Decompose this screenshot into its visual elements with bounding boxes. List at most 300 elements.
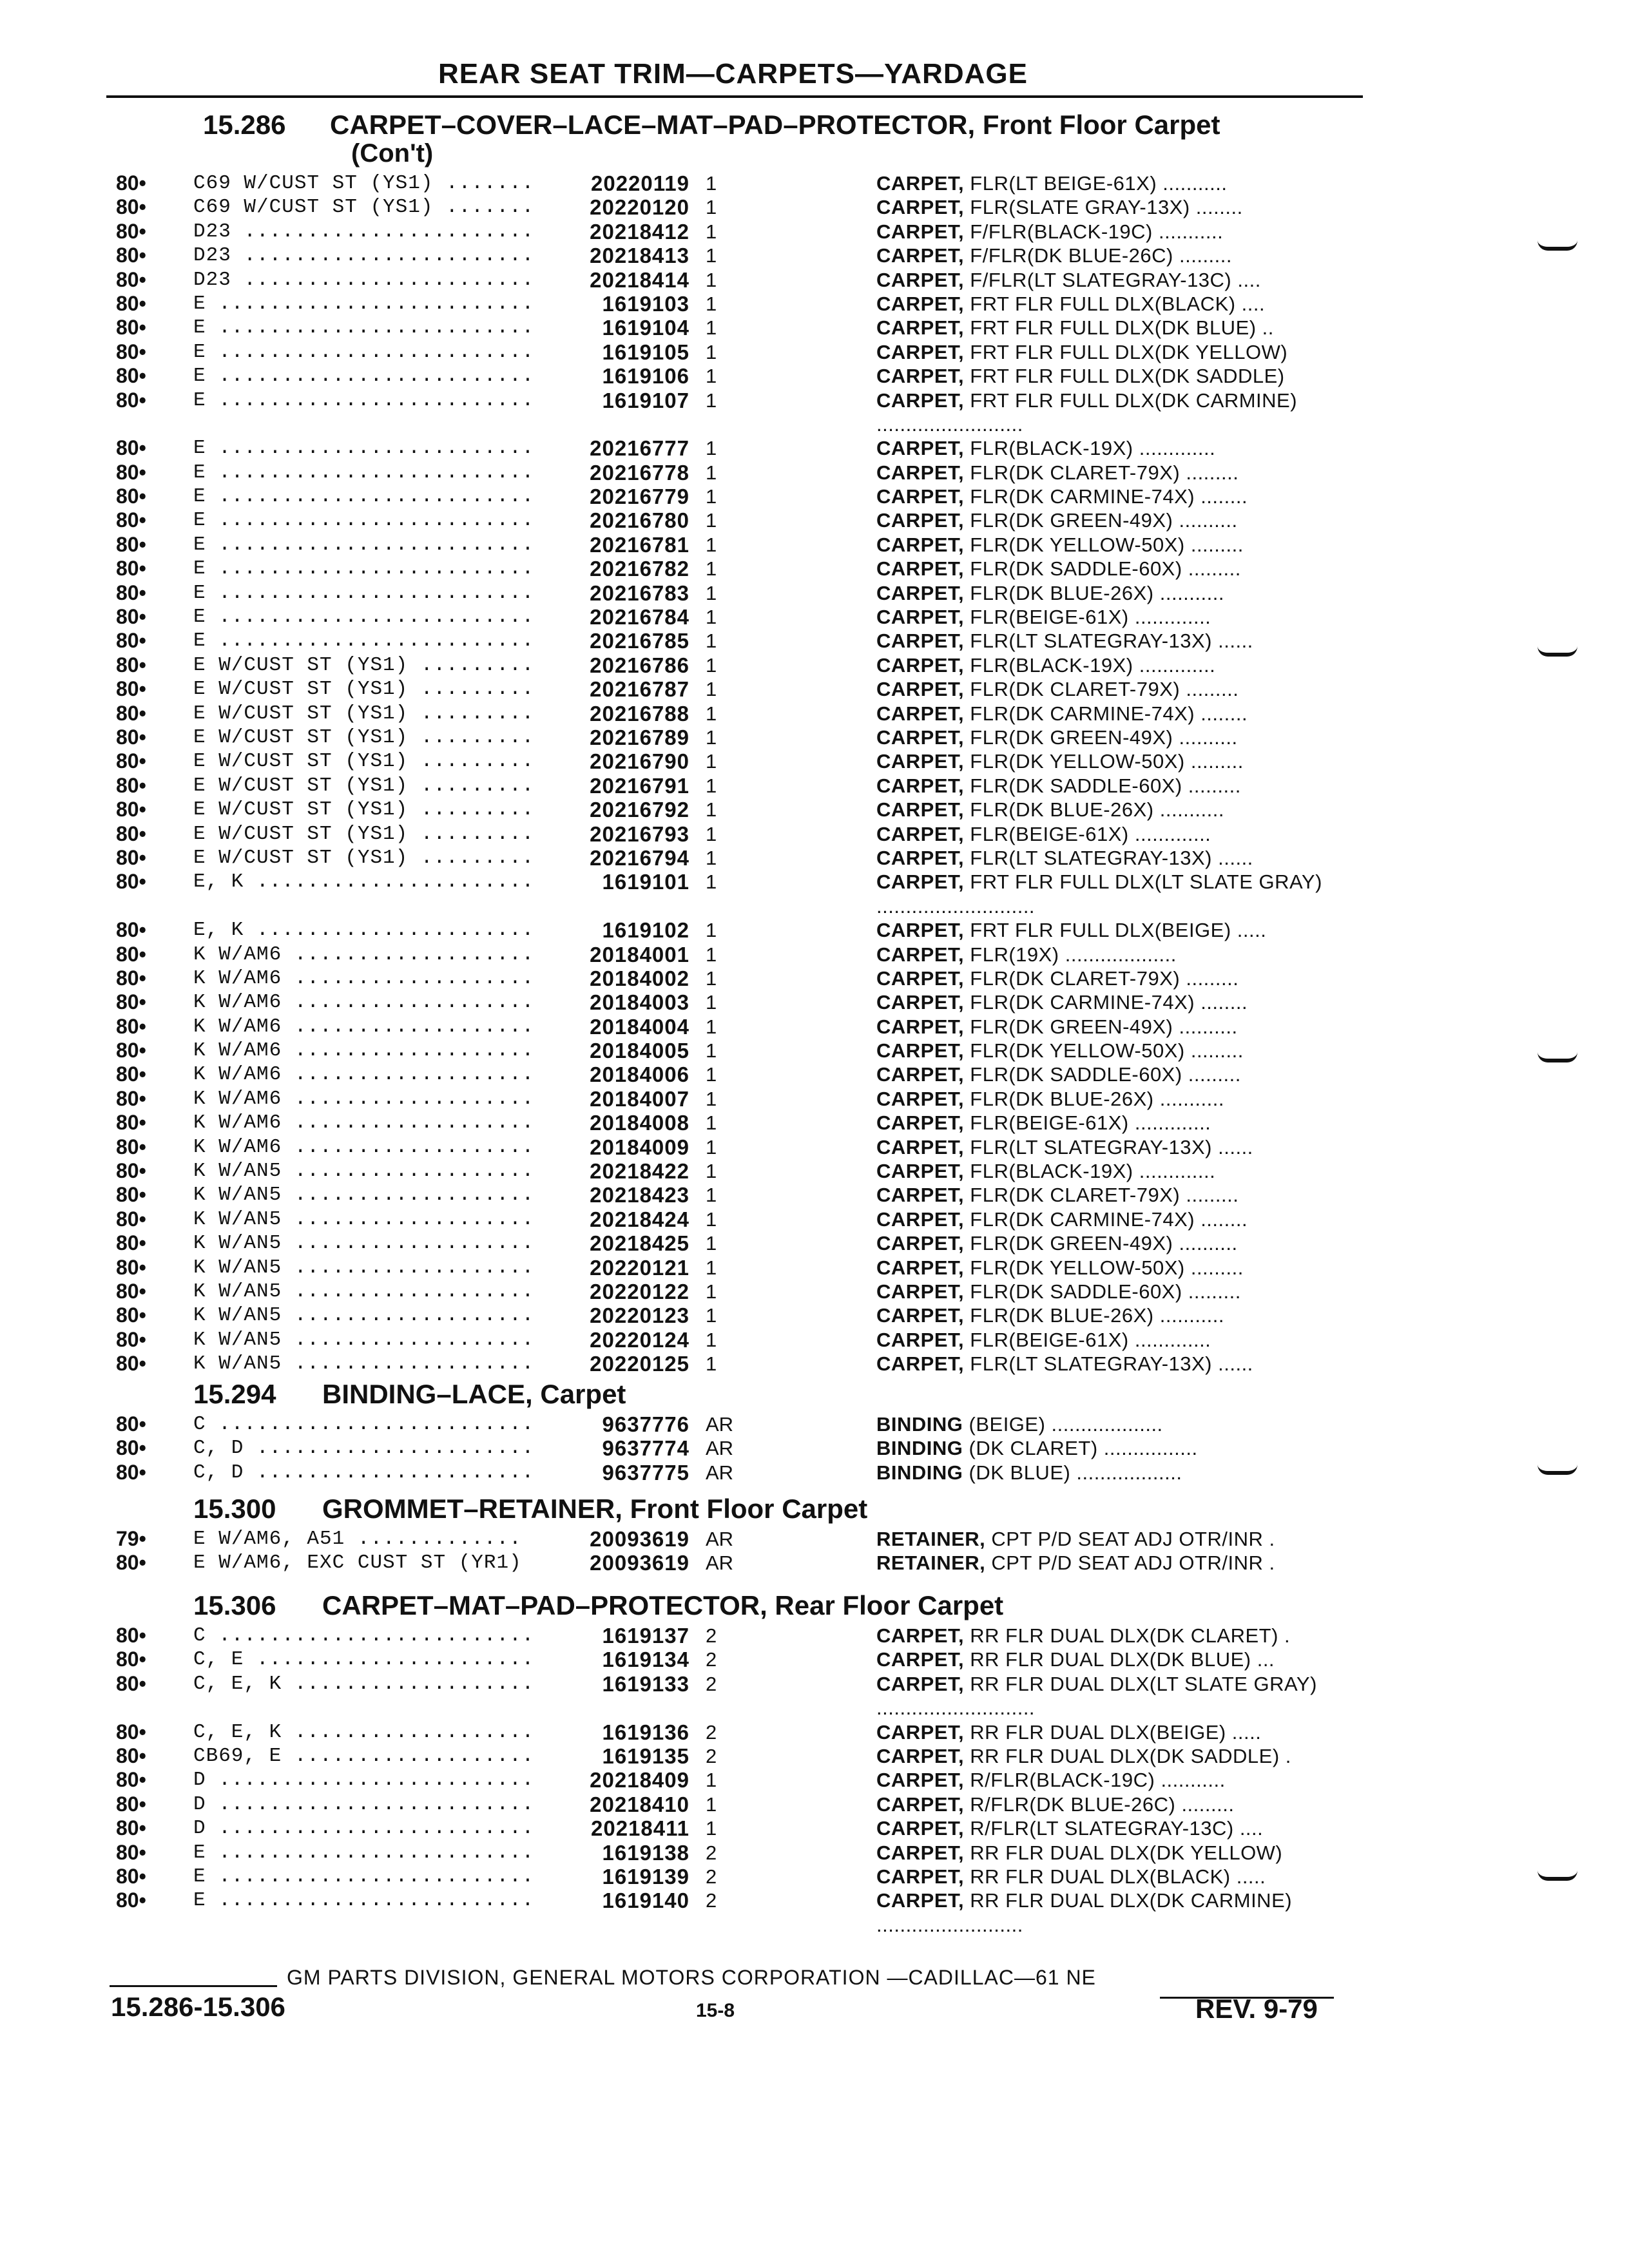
application-code: E, K ...................... — [193, 870, 535, 894]
description-noun: CARPET, — [876, 1304, 965, 1327]
part-number: 20216785 — [590, 629, 689, 653]
description-detail: FLR(DK CLARET-79X) ......... — [970, 1184, 1239, 1207]
part-row — [0, 557, 1629, 581]
part-number: 20220124 — [590, 1327, 689, 1352]
model-year: 80• — [116, 485, 146, 508]
description-detail: FLR(LT SLATEGRAY-13X) ...... — [970, 1352, 1253, 1376]
application-code: E W/AM6, A51 ............. — [193, 1528, 522, 1550]
part-description — [876, 1744, 1353, 1768]
part-number: 20216788 — [590, 701, 689, 726]
part-number: 20093619 — [590, 1527, 689, 1551]
quantity: 1 — [706, 485, 717, 508]
part-description — [876, 846, 1353, 870]
application-code: E W/CUST ST (YS1) ......... — [193, 678, 535, 701]
model-year: 80• — [116, 1014, 146, 1038]
description-noun: RETAINER, — [876, 1552, 986, 1575]
application-code: K W/AM6 ................... — [193, 1135, 535, 1158]
section-number: 15.306 — [193, 1590, 276, 1620]
quantity: 1 — [706, 220, 717, 243]
quantity: 2 — [706, 1865, 717, 1888]
quantity: 1 — [706, 340, 717, 363]
description-detail: RR FLR DUAL DLX(BEIGE) ..... — [970, 1720, 1262, 1744]
part-row — [0, 1744, 1629, 1768]
description-detail: FLR(DK GREEN-49X) .......... — [970, 726, 1238, 749]
model-year: 80• — [116, 1744, 146, 1767]
model-year: 80• — [116, 726, 146, 749]
description-noun: CARPET, — [876, 1087, 965, 1110]
part-description — [876, 1865, 1353, 1888]
description-noun: CARPET, — [876, 220, 965, 243]
part-description — [876, 1280, 1353, 1303]
description-detail: FLR(LT SLATEGRAY-13X) ...... — [970, 629, 1253, 653]
part-row — [0, 508, 1629, 532]
application-code: D23 ....................... — [193, 268, 535, 291]
part-number: 20184005 — [590, 1039, 689, 1063]
part-row — [0, 1328, 1629, 1352]
part-description — [876, 726, 1353, 749]
description-detail: FLR(DK CLARET-79X) ......... — [970, 678, 1239, 701]
part-row — [0, 943, 1629, 966]
application-code: C, D ...................... — [193, 1437, 535, 1460]
footer-group-range: 15.286-15.306 — [111, 1992, 285, 2022]
part-description — [876, 1352, 1353, 1376]
part-number: 9637774 — [602, 1436, 689, 1461]
model-year: 79• — [116, 1527, 146, 1550]
part-number: 20218422 — [590, 1159, 689, 1184]
application-code: E ......................... — [193, 365, 535, 388]
quantity: 2 — [706, 1744, 717, 1767]
application-code: K W/AN5 ................... — [193, 1304, 535, 1327]
description-noun: CARPET, — [876, 870, 965, 894]
quantity: 1 — [706, 774, 717, 797]
description-noun: CARPET, — [876, 702, 965, 725]
quantity: 2 — [706, 1672, 717, 1695]
part-number: 9637776 — [602, 1412, 689, 1436]
model-year: 80• — [116, 1062, 146, 1086]
description-noun: CARPET, — [876, 1672, 965, 1695]
description-noun: CARPET, — [876, 196, 965, 219]
part-number: 20220123 — [590, 1303, 689, 1328]
description-noun: CARPET, — [876, 365, 965, 388]
part-description — [876, 1256, 1353, 1280]
description-noun: CARPET, — [876, 1889, 965, 1912]
description-detail: F/FLR(DK BLUE-26C) ......... — [970, 244, 1233, 267]
part-row — [0, 918, 1629, 942]
quantity: 1 — [706, 1280, 717, 1303]
part-row — [0, 316, 1629, 340]
application-code: D ......................... — [193, 1792, 535, 1816]
quantity: 1 — [706, 1352, 717, 1376]
application-code: E ......................... — [193, 437, 535, 460]
description-detail: FLR(19X) ................... — [970, 943, 1177, 966]
quantity: 1 — [706, 316, 717, 340]
section-name — [322, 1590, 1003, 1621]
model-year: 80• — [116, 1816, 146, 1840]
model-year: 80• — [116, 966, 146, 990]
description-noun: CARPET, — [876, 1769, 965, 1792]
quantity: 1 — [706, 509, 717, 532]
part-row — [0, 846, 1629, 870]
part-description — [876, 1672, 1353, 1720]
section-continued-label: (Con't) — [351, 139, 434, 168]
description-noun: CARPET, — [876, 1841, 965, 1864]
description-noun: CARPET, — [876, 557, 965, 581]
description-detail: F/FLR(BLACK-19C) ........... — [970, 220, 1224, 243]
description-noun: CARPET, — [876, 1232, 965, 1255]
application-code: E W/CUST ST (YS1) ......... — [193, 846, 535, 869]
part-row — [0, 1816, 1629, 1840]
application-code: D23 ....................... — [193, 244, 535, 267]
part-description — [876, 533, 1353, 557]
application-code: D ......................... — [193, 1769, 535, 1792]
part-row — [0, 244, 1629, 267]
part-description — [876, 1720, 1353, 1744]
binder-tick-mark — [1537, 1052, 1577, 1062]
description-detail: FLR(DK CLARET-79X) ......... — [970, 966, 1239, 990]
part-description — [876, 990, 1353, 1014]
part-row — [0, 1720, 1629, 1744]
part-row — [0, 1159, 1629, 1183]
model-year: 80• — [116, 1624, 146, 1647]
description-detail: FLR(DK CARMINE-74X) ........ — [970, 991, 1248, 1014]
description-detail: FRT FLR FULL DLX(DK SADDLE) — [970, 365, 1285, 388]
part-description — [876, 1461, 1353, 1485]
model-year: 80• — [116, 460, 146, 484]
application-code: E W/AM6, EXC CUST ST (YR1) — [193, 1552, 522, 1575]
description-detail: FLR(DK SADDLE-60X) ......... — [970, 557, 1241, 581]
model-year: 80• — [116, 942, 146, 966]
part-description — [876, 1648, 1353, 1671]
quantity: 1 — [706, 1256, 717, 1279]
part-number: 1619106 — [602, 364, 689, 389]
part-description — [876, 1015, 1353, 1039]
part-row — [0, 1015, 1629, 1039]
part-description — [876, 364, 1353, 388]
part-description — [876, 292, 1353, 316]
description-noun: CARPET, — [876, 1207, 965, 1231]
model-year: 80• — [116, 1039, 146, 1062]
section-number: 15.286 — [203, 110, 286, 140]
part-number: 20093619 — [590, 1551, 689, 1575]
part-description — [876, 702, 1353, 726]
application-code: E ......................... — [193, 557, 535, 581]
part-number: 20218410 — [590, 1792, 689, 1816]
model-year: 80• — [116, 845, 146, 869]
quantity: 1 — [706, 389, 717, 412]
application-code: E ......................... — [193, 581, 535, 604]
description-detail: R/FLR(BLACK-19C) ........... — [970, 1769, 1226, 1792]
application-code: K W/AM6 ................... — [193, 943, 535, 966]
part-row — [0, 798, 1629, 822]
description-detail: (DK CLARET) ................ — [969, 1437, 1198, 1460]
part-row — [0, 461, 1629, 485]
part-row — [0, 1461, 1629, 1485]
part-row — [0, 1841, 1629, 1865]
part-description — [876, 605, 1353, 629]
model-year: 80• — [116, 195, 146, 219]
application-code: K W/AM6 ................... — [193, 1039, 535, 1062]
description-noun: CARPET, — [876, 1865, 965, 1888]
part-row — [0, 677, 1629, 701]
application-code: C, D ...................... — [193, 1461, 535, 1484]
description-detail: FLR(DK BLUE-26X) ........... — [970, 798, 1224, 822]
application-code: E ......................... — [193, 316, 535, 340]
part-description — [876, 1039, 1353, 1062]
application-code: E ......................... — [193, 629, 535, 653]
model-year: 80• — [116, 1792, 146, 1816]
part-number: 20218424 — [590, 1207, 689, 1231]
part-number: 20216786 — [590, 653, 689, 677]
model-year: 80• — [116, 219, 146, 243]
description-noun: CARPET, — [876, 268, 965, 291]
part-description — [876, 1087, 1353, 1111]
part-row — [0, 436, 1629, 460]
application-code: K W/AN5 ................... — [193, 1328, 535, 1351]
section-header — [0, 110, 1629, 143]
quantity: AR — [706, 1461, 734, 1484]
part-number: 1619105 — [602, 340, 689, 364]
section-name — [330, 110, 1220, 140]
part-row — [0, 220, 1629, 244]
application-code: C69 W/CUST ST (YS1) ....... — [193, 196, 535, 219]
application-code: E W/CUST ST (YS1) ......... — [193, 702, 535, 725]
description-noun: CARPET, — [876, 1744, 965, 1767]
description-noun: BINDING — [876, 1413, 963, 1436]
part-description — [876, 798, 1353, 822]
quantity: 1 — [706, 629, 717, 653]
model-year: 80• — [116, 1159, 146, 1183]
application-code: E ......................... — [193, 485, 535, 508]
model-year: 80• — [116, 581, 146, 604]
section-1 — [0, 110, 1629, 1376]
description-detail: FLR(BLACK-19X) ............. — [970, 1160, 1216, 1183]
part-row — [0, 340, 1629, 364]
description-noun: CARPET, — [876, 822, 965, 845]
footer-revision: REV. 9-79 — [1195, 1994, 1318, 2024]
part-description — [876, 1888, 1353, 1937]
model-year: 80• — [116, 1207, 146, 1231]
model-year: 80• — [116, 677, 146, 701]
model-year: 80• — [116, 316, 146, 340]
application-code: E ......................... — [193, 292, 535, 315]
model-year: 80• — [116, 822, 146, 845]
description-noun: CARPET, — [876, 678, 965, 701]
description-detail: FLR(LT SLATEGRAY-13X) ...... — [970, 1135, 1253, 1158]
part-description — [876, 1231, 1353, 1255]
application-code: E ......................... — [193, 389, 535, 412]
description-noun: CARPET, — [876, 1015, 965, 1038]
model-year: 80• — [116, 388, 146, 412]
binder-tick-mark — [1537, 1870, 1577, 1881]
description-noun: CARPET, — [876, 1648, 965, 1671]
application-code: K W/AN5 ................... — [193, 1232, 535, 1255]
part-description — [876, 1111, 1353, 1135]
part-row — [0, 1624, 1629, 1648]
description-detail: FLR(DK SADDLE-60X) ......... — [970, 1063, 1241, 1086]
part-description — [876, 870, 1353, 918]
quantity: 1 — [706, 244, 717, 267]
description-detail: CPT P/D SEAT ADJ OTR/INR . — [991, 1552, 1275, 1575]
part-number: 20216778 — [590, 460, 689, 485]
description-detail: FLR(BEIGE-61X) ............. — [970, 1111, 1211, 1135]
quantity: 1 — [706, 172, 717, 195]
part-number: 20218411 — [590, 1816, 689, 1841]
part-number: 20216789 — [590, 726, 689, 749]
description-detail: FLR(DK YELLOW-50X) ......... — [970, 1256, 1244, 1279]
description-noun: CARPET, — [876, 172, 965, 195]
quantity: 1 — [706, 966, 717, 990]
description-noun: CARPET, — [876, 316, 965, 340]
application-code: E ......................... — [193, 1841, 535, 1864]
description-detail: FLR(DK GREEN-49X) .......... — [970, 1015, 1238, 1038]
application-code: C, E, K ................... — [193, 1672, 535, 1695]
part-number: 20216792 — [590, 798, 689, 822]
description-detail: FLR(DK GREEN-49X) .......... — [970, 1232, 1238, 1255]
description-detail: FRT FLR FULL DLX(DK BLUE) .. — [970, 316, 1274, 340]
part-description — [876, 629, 1353, 653]
description-detail: RR FLR DUAL DLX(DK CARMINE) ......................... — [876, 1889, 1293, 1936]
model-year: 80• — [116, 557, 146, 581]
part-description — [876, 1624, 1353, 1648]
model-year: 80• — [116, 291, 146, 315]
section-2 — [0, 1379, 1629, 1485]
part-description — [876, 774, 1353, 798]
application-code: E ......................... — [193, 461, 535, 484]
description-noun: CARPET, — [876, 437, 965, 460]
application-code: K W/AM6 ................... — [193, 991, 535, 1014]
description-detail: FLR(DK YELLOW-50X) ......... — [970, 750, 1244, 773]
section-name-main: CARPET–COVER–LACE–MAT–PAD–PROTECTOR, — [330, 110, 976, 140]
quantity: 1 — [706, 1304, 717, 1327]
part-description — [876, 1303, 1353, 1327]
description-detail: FLR(LT SLATEGRAY-13X) ...... — [970, 846, 1253, 869]
model-year: 80• — [116, 1303, 146, 1327]
section-name — [322, 1379, 626, 1410]
application-code: E W/CUST ST (YS1) ......... — [193, 822, 535, 845]
part-row — [0, 1256, 1629, 1280]
model-year: 80• — [116, 244, 146, 267]
part-row — [0, 171, 1629, 195]
application-code: E, K ...................... — [193, 919, 535, 942]
part-number: 20216787 — [590, 677, 689, 702]
part-description — [876, 316, 1353, 340]
description-noun: CARPET, — [876, 1720, 965, 1744]
model-year: 80• — [116, 749, 146, 773]
part-description — [876, 1768, 1353, 1792]
description-noun: CARPET, — [876, 461, 965, 484]
part-row — [0, 605, 1629, 629]
description-noun: CARPET, — [876, 1160, 965, 1183]
description-noun: CARPET, — [876, 1817, 965, 1840]
application-code: K W/AM6 ................... — [193, 1111, 535, 1135]
quantity: 1 — [706, 1792, 717, 1816]
quantity: 1 — [706, 822, 717, 845]
section-header — [0, 1494, 1629, 1527]
application-code: K W/AM6 ................... — [193, 1087, 535, 1110]
part-row — [0, 990, 1629, 1014]
part-description — [876, 1551, 1353, 1575]
quantity: 1 — [706, 1817, 717, 1840]
part-row — [0, 1412, 1629, 1436]
quantity: 1 — [706, 943, 717, 966]
description-noun: CARPET, — [876, 1792, 965, 1816]
description-noun: CARPET, — [876, 629, 965, 653]
section-name — [322, 1494, 867, 1524]
quantity: 1 — [706, 1160, 717, 1183]
part-number: 20218425 — [590, 1231, 689, 1256]
application-code: E ......................... — [193, 1865, 535, 1888]
description-detail: FLR(DK CARMINE-74X) ........ — [970, 1207, 1248, 1231]
application-code: K W/AM6 ................... — [193, 1015, 535, 1038]
title-rule — [106, 95, 1363, 98]
quantity: 2 — [706, 1720, 717, 1744]
part-row — [0, 702, 1629, 726]
section-name-main: GROMMET–RETAINER, — [322, 1494, 622, 1524]
part-number: 20220120 — [590, 195, 689, 220]
quantity: 1 — [706, 437, 717, 460]
application-code: D23 ....................... — [193, 220, 535, 243]
description-noun: CARPET, — [876, 485, 965, 508]
description-detail: FLR(BLACK-19X) ............. — [970, 653, 1216, 677]
part-number: 1619140 — [602, 1888, 689, 1913]
part-row — [0, 195, 1629, 219]
part-number: 20184007 — [590, 1086, 689, 1111]
part-row — [0, 389, 1629, 437]
section-name-main: BINDING–LACE, — [322, 1379, 533, 1409]
part-number: 20216782 — [590, 557, 689, 581]
description-noun: CARPET, — [876, 292, 965, 315]
part-row — [0, 292, 1629, 316]
description-detail: FLR(DK BLUE-26X) ........... — [970, 1087, 1224, 1110]
part-row — [0, 1135, 1629, 1159]
application-code: E W/CUST ST (YS1) ......... — [193, 653, 535, 677]
part-number: 20218414 — [590, 267, 689, 292]
part-description — [876, 436, 1353, 460]
application-code: C, E, K ................... — [193, 1720, 535, 1744]
description-detail: FRT FLR FULL DLX(LT SLATE GRAY) ........................... — [876, 870, 1322, 918]
part-description — [876, 1816, 1353, 1840]
part-number: 1619137 — [602, 1624, 689, 1648]
description-detail: R/FLR(LT SLATEGRAY-13C) .... — [970, 1817, 1264, 1840]
model-year: 80• — [116, 532, 146, 556]
part-number: 20216780 — [590, 508, 689, 533]
part-description — [876, 749, 1353, 773]
application-code: E W/CUST ST (YS1) ......... — [193, 726, 535, 749]
part-number: 20216779 — [590, 485, 689, 509]
part-row — [0, 1111, 1629, 1135]
model-year: 80• — [116, 364, 146, 388]
part-row — [0, 1352, 1629, 1376]
description-detail: FLR(DK BLUE-26X) ........... — [970, 581, 1224, 604]
description-detail: FLR(DK SADDLE-60X) ......... — [970, 774, 1241, 797]
model-year: 80• — [116, 918, 146, 942]
part-description — [876, 677, 1353, 701]
part-description — [876, 389, 1353, 437]
description-noun: CARPET, — [876, 389, 965, 412]
model-year: 80• — [116, 1768, 146, 1792]
model-year: 80• — [116, 1135, 146, 1158]
part-number: 1619138 — [602, 1840, 689, 1865]
part-number: 20216777 — [590, 436, 689, 461]
quantity: 1 — [706, 750, 717, 773]
application-code: E ......................... — [193, 509, 535, 532]
description-detail: RR FLR DUAL DLX(DK SADDLE) . — [970, 1744, 1291, 1767]
part-number: 20184006 — [590, 1062, 689, 1087]
quantity: 1 — [706, 726, 717, 749]
section-name-main: CARPET–MAT–PAD–PROTECTOR, — [322, 1590, 767, 1620]
part-description — [876, 822, 1353, 846]
part-number: 20216784 — [590, 605, 689, 629]
